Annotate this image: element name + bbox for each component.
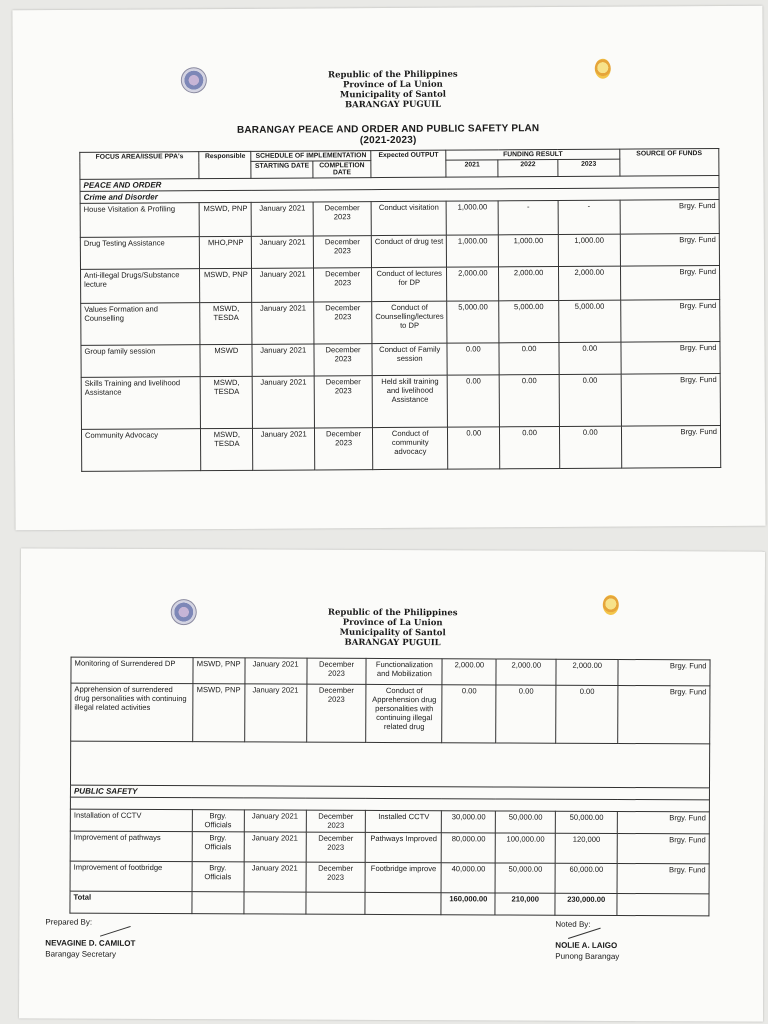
completion-date-cell: December 2023 [313, 202, 371, 236]
expected-output-cell: Pathways Improved [366, 832, 442, 862]
funding-2021-cell: 1,000.00 [447, 235, 499, 267]
starting-date-cell: January 2021 [244, 832, 306, 862]
col-source-of-funds: SOURCE OF FUNDS [619, 148, 719, 176]
col-2022: 2022 [498, 159, 558, 176]
completion-date-cell: December 2023 [314, 344, 372, 376]
noted-by-name: NOLIE A. LAIGO [555, 940, 618, 950]
funding-2021-cell: 2,000.00 [447, 267, 499, 301]
plan-title-main: BARANGAY PEACE AND ORDER AND PUBLIC SAFETY PLAN [236, 123, 540, 136]
section-heading: PUBLIC SAFETY [70, 785, 709, 800]
responsible-cell: MHO,PNP [200, 236, 252, 268]
source-of-funds-cell: Brgy. Fund [620, 265, 720, 300]
table-row [81, 341, 720, 377]
funding-2022-cell: 2,000.00 [496, 659, 556, 685]
expected-output-cell: Conduct of lectures for DP [372, 267, 448, 301]
subsection-heading: Crime and Disorder [80, 187, 719, 203]
ppa-cell: Skills Training and livelihood Assistance [81, 377, 201, 430]
starting-date-cell: January 2021 [244, 810, 306, 832]
funding-2021-cell: 0.00 [442, 685, 496, 743]
funding-2023-cell: 120,000 [555, 833, 617, 863]
funding-2023-cell: 50,000.00 [556, 811, 618, 833]
plan-title [13, 122, 763, 149]
funding-2022-cell: 50,000.00 [496, 811, 556, 833]
funding-2023-cell: 0.00 [559, 374, 621, 426]
header-line-2: Province of La Union [342, 79, 443, 91]
responsible-cell: MSWD, PNP [193, 658, 245, 684]
source-of-funds-cell: Brgy. Fund [618, 685, 710, 743]
header-line-4: BARANGAY PUGUIL [344, 99, 442, 111]
funding-2021-cell: 80,000.00 [442, 833, 496, 863]
total-label: Total [70, 891, 192, 914]
funding-2023-cell: - [558, 200, 620, 234]
col-2021: 2021 [446, 160, 498, 177]
table-row [70, 809, 709, 834]
funding-2023-cell: 0.00 [559, 342, 621, 374]
funding-2023-cell: 2,000.00 [556, 659, 618, 685]
table-row [81, 373, 720, 429]
header-line-3: Municipality of Santol [339, 627, 446, 639]
plan-table-page-1 [79, 148, 721, 472]
total-2023: 230,000.00 [555, 893, 617, 915]
responsible-cell: MSWD, TESDA [200, 302, 252, 344]
barangay-logo-icon [595, 59, 611, 79]
funding-2022-cell: 1,000.00 [499, 234, 559, 266]
completion-date-cell: December 2023 [306, 810, 366, 832]
completion-date-cell: December 2023 [306, 862, 366, 892]
funding-2021-cell: 40,000.00 [441, 863, 495, 893]
document-header [293, 69, 493, 110]
responsible-cell: MSWD, PNP [192, 684, 244, 742]
starting-date-cell: January 2021 [244, 862, 306, 892]
total-row [70, 891, 709, 916]
table-row [81, 299, 720, 345]
table-row [71, 657, 710, 686]
funding-2023-cell: 2,000.00 [558, 266, 620, 300]
ppa-cell: Values Formation and Counselling [81, 303, 201, 346]
responsible-cell: MSWD, PNP [200, 268, 252, 302]
table-row [80, 233, 719, 269]
prepared-by-label: Prepared By: [45, 917, 93, 927]
expected-output-cell: Held skill training and livelihood Assistance [372, 375, 448, 427]
expected-output-cell: Installed CCTV [366, 810, 442, 832]
prepared-by-name: NEVAGINE D. CAMILOT [45, 938, 136, 948]
source-of-funds-cell: Brgy. Fund [620, 299, 720, 342]
funding-2021-cell: 1,000.00 [446, 201, 498, 235]
source-of-funds-cell: Brgy. Fund [621, 341, 721, 374]
source-of-funds-cell: Brgy. Fund [621, 425, 721, 468]
col-responsible: Responsible [199, 151, 251, 178]
ppa-cell: House Visitation & Profiling [80, 203, 200, 238]
starting-date-cell: January 2021 [252, 236, 314, 268]
source-of-funds-cell: Brgy. Fund [617, 833, 709, 863]
funding-2022-cell: 100,000.00 [495, 833, 555, 863]
starting-date-cell: January 2021 [251, 202, 313, 236]
funding-2023-cell: 5,000.00 [559, 300, 621, 342]
completion-date-cell: December 2023 [306, 832, 366, 862]
starting-date-cell: January 2021 [245, 658, 307, 684]
col-completion-date: COMPLETION DATE [313, 161, 371, 178]
ppa-cell: Community Advocacy [81, 429, 201, 472]
source-of-funds-cell: Brgy. Fund [617, 811, 709, 833]
page-2-rows-b [70, 809, 709, 894]
responsible-cell: MSWD [200, 344, 252, 376]
funding-2022-cell: 0.00 [500, 426, 560, 468]
funding-2022-cell: 0.00 [496, 685, 556, 743]
col-focus-area: FOCUS AREA/ISSUE PPA's [80, 152, 200, 180]
expected-output-cell: Conduct of Counselling/lectures to DP [372, 301, 448, 343]
funding-2022-cell: 5,000.00 [499, 300, 559, 342]
funding-2022-cell: - [498, 200, 558, 234]
ppa-cell: Group family session [81, 345, 201, 378]
total-2022: 210,000 [495, 893, 555, 915]
col-2023: 2023 [558, 159, 620, 176]
starting-date-cell: January 2021 [252, 344, 314, 376]
completion-date-cell: December 2023 [306, 658, 366, 684]
starting-date-cell: January 2021 [253, 428, 315, 470]
completion-date-cell: December 2023 [314, 268, 372, 302]
funding-2022-cell: 2,000.00 [499, 266, 559, 300]
table-row [80, 199, 719, 237]
funding-2022-cell: 0.00 [499, 342, 559, 374]
header-line-1: Republic of the Philippines [327, 607, 458, 619]
col-expected-output: Expected OUTPUT [371, 150, 447, 177]
starting-date-cell: January 2021 [252, 302, 314, 344]
starting-date-cell: January 2021 [244, 684, 306, 742]
prepared-by-title: Barangay Secretary [45, 949, 116, 959]
page-1 [12, 6, 765, 531]
ppa-cell: Improvement of pathways [70, 831, 192, 862]
noted-by-block [555, 919, 619, 962]
page-1-rows [80, 199, 721, 471]
source-of-funds-cell: Brgy. Fund [620, 233, 720, 266]
seal-icon [171, 599, 197, 625]
header-line-3: Municipality of Santol [339, 89, 447, 101]
completion-date-cell: December 2023 [314, 376, 372, 428]
responsible-cell: MSWD, TESDA [201, 376, 253, 428]
funding-2023-cell: 1,000.00 [558, 234, 620, 266]
ppa-cell: Improvement of footbridge [70, 861, 192, 892]
total-2021: 160,000.00 [441, 893, 495, 915]
source-of-funds-cell: Brgy. Fund [617, 863, 709, 893]
table-row [70, 831, 709, 864]
ppa-cell: Anti-illegal Drugs/Substance lecture [81, 269, 201, 304]
funding-2021-cell: 0.00 [448, 427, 500, 469]
table-row [81, 265, 720, 303]
col-starting-date: STARTING DATE [251, 161, 313, 178]
expected-output-cell: Conduct of drug test [371, 235, 447, 267]
funding-2021-cell: 30,000.00 [442, 811, 496, 833]
section-heading: PEACE AND ORDER [80, 175, 719, 191]
responsible-cell: MSWD, PNP [199, 202, 251, 236]
noted-by-title: Punong Barangay [555, 951, 620, 961]
funding-2023-cell: 60,000.00 [555, 863, 617, 893]
ppa-cell: Apprehension of surrendered drug personalities with continuing illegal related activities [71, 683, 193, 742]
col-schedule: SCHEDULE OF IMPLEMENTATION [251, 151, 371, 162]
header-line-4: BARANGAY PUGUIL [344, 637, 441, 649]
source-of-funds-cell: Brgy. Fund [618, 659, 710, 685]
funding-2021-cell: 2,000.00 [442, 659, 496, 685]
header-line-1: Republic of the Philippines [327, 69, 458, 81]
funding-2021-cell: 5,000.00 [447, 301, 499, 343]
starting-date-cell: January 2021 [252, 268, 314, 302]
page-2 [19, 548, 765, 1021]
col-funding-result: FUNDING RESULT [446, 149, 619, 160]
funding-2021-cell: 0.00 [447, 343, 499, 375]
funding-2022-cell: 0.00 [499, 374, 559, 426]
ppa-cell: Monitoring of Surrendered DP [71, 657, 193, 684]
expected-output-cell: Conduct of Apprehension drug personalities with continuing illegal related drug [366, 684, 442, 742]
expected-output-cell: Conduct of community advocacy [372, 427, 448, 469]
seal-icon [181, 67, 207, 93]
noted-by-label: Noted By: [555, 919, 591, 929]
table-row [81, 425, 720, 471]
completion-date-cell: December 2023 [315, 428, 373, 470]
expected-output-cell: Conduct visitation [371, 201, 447, 235]
source-of-funds-cell: Brgy. Fund [621, 373, 721, 426]
document-header [293, 608, 493, 649]
starting-date-cell: January 2021 [252, 376, 314, 428]
source-of-funds-cell: Brgy. Fund [620, 199, 720, 234]
expected-output-cell: Conduct of Family session [372, 343, 448, 375]
expected-output-cell: Functionalization and Mobilization [366, 658, 442, 684]
funding-2023-cell: 0.00 [556, 685, 618, 743]
responsible-cell: Brgy. Officials [192, 862, 244, 892]
prepared-by-block [45, 916, 135, 959]
responsible-cell: Brgy. Officials [192, 832, 244, 862]
funding-2021-cell: 0.00 [448, 375, 500, 427]
plan-title-years: (2021-2023) [359, 134, 417, 147]
responsible-cell: Brgy. Officials [192, 810, 244, 832]
funding-2023-cell: 0.00 [559, 426, 621, 468]
funding-2022-cell: 50,000.00 [495, 863, 555, 893]
page-2-rows-a [71, 657, 710, 744]
completion-date-cell: December 2023 [306, 684, 366, 742]
table-row [70, 861, 709, 894]
ppa-cell: Installation of CCTV [70, 809, 192, 832]
plan-table-page-2 [69, 657, 710, 917]
completion-date-cell: December 2023 [313, 236, 371, 268]
expected-output-cell: Footbridge improve [365, 862, 441, 892]
barangay-logo-icon [603, 595, 619, 615]
responsible-cell: MSWD, TESDA [201, 428, 253, 470]
table-row [71, 683, 710, 744]
ppa-cell: Drug Testing Assistance [80, 237, 200, 270]
completion-date-cell: December 2023 [314, 302, 372, 344]
header-line-2: Province of La Union [342, 617, 443, 629]
